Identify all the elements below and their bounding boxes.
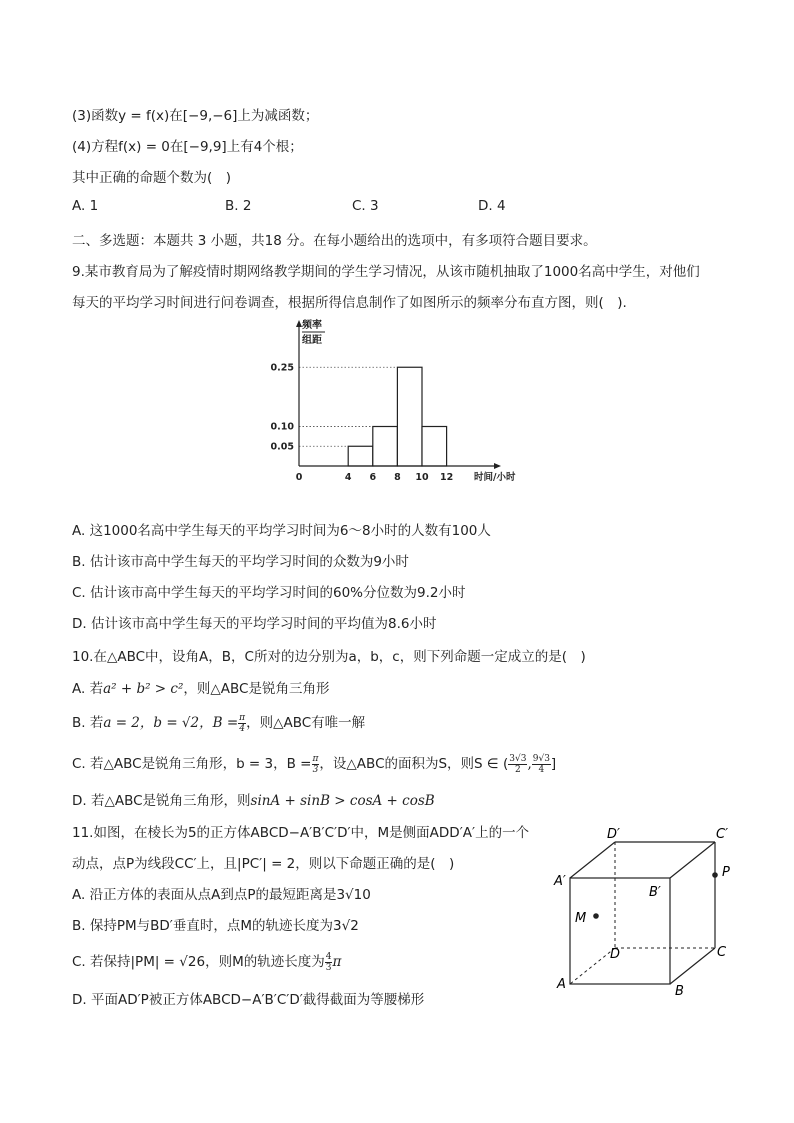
label-a1: A′ xyxy=(554,874,566,889)
y-tick-label-1: 0.10 xyxy=(270,421,294,433)
histogram-bar-2 xyxy=(397,367,422,466)
fraction-denominator: 2 xyxy=(514,764,521,775)
q8-option-d: D. 4 xyxy=(478,198,506,214)
q9-option-c: C. 估计该市高中学生每天的平均学习时间的60%分位数为9.2小时 xyxy=(72,585,466,601)
fraction-numerator: 4 xyxy=(325,951,332,962)
q10-option-c-middle: ，设△ABC的面积为S，则S ∈ ( xyxy=(319,756,509,772)
q10-option-d xyxy=(72,789,435,809)
x-tick-label-0: 0 xyxy=(295,472,303,483)
q10-option-b-angle-fraction xyxy=(238,713,246,734)
q10-option-c-lower-bound xyxy=(508,754,527,775)
q10-option-a-inequality: a² + b² > c² xyxy=(103,681,184,697)
q8-option-a: A. 1 xyxy=(72,198,99,214)
q10-option-b-prefix: B. 若 xyxy=(72,715,104,731)
q10-option-a-prefix: A. 若 xyxy=(72,681,104,697)
q11-option-d: D. 平面AD′P被正方体ABCD−A′B′C′D′截得截面为等腰梯形 xyxy=(72,992,425,1008)
label-b1: B′ xyxy=(649,885,661,900)
fraction-numerator: 3√3 xyxy=(509,753,527,764)
x-axis-arrow xyxy=(494,463,501,469)
section-heading: 二、多选题：本题共 3 小题，共18 分。在每小题给出的选项中，有多项符合题目要求。 xyxy=(72,233,597,249)
q11-option-c-pi: π xyxy=(332,954,342,970)
q10-stem: 10.在△ABC中，设角A，B，C所对的边分别为a，b，c，则下列命题一定成立的是( ) xyxy=(72,649,586,665)
q10-option-d-inequality: sinA + sinB > cosA + cosB xyxy=(250,793,435,809)
cube-edge-a1d1 xyxy=(570,842,615,878)
fraction-denominator: 4 xyxy=(538,764,545,775)
point-m-dot xyxy=(593,913,599,919)
q10-option-a xyxy=(72,677,329,697)
q8-option-b: B. 2 xyxy=(225,198,252,214)
x-tick-label-5: 12 xyxy=(439,472,454,483)
q9-option-d: D. 估计该市高中学生每天的平均学习时间的平均值为8.6小时 xyxy=(72,616,437,632)
label-m: M xyxy=(575,911,587,926)
y-tick-label-0: 0.05 xyxy=(270,441,294,453)
fraction-numerator: π xyxy=(312,753,319,764)
label-c: C xyxy=(717,945,727,960)
x-axis-label: 时间/小时 xyxy=(474,472,516,483)
cube-edge-b1c1 xyxy=(670,842,715,878)
q9-stem-line1: 9.某市教育局为了解疫情时期网络教学期间的学生学习情况，从该市随机抽取了1000名高中学生，对他们 xyxy=(72,264,700,280)
histogram-bar-0 xyxy=(348,446,373,466)
fraction-denominator: 4 xyxy=(239,723,245,734)
cube-figure xyxy=(545,822,745,1007)
x-tick-label-1: 4 xyxy=(344,472,352,483)
fraction-numerator: 9√3 xyxy=(532,753,550,764)
label-d: D xyxy=(610,947,621,962)
fraction-denominator: 3 xyxy=(325,962,332,973)
q10-option-c xyxy=(72,752,556,775)
label-b: B xyxy=(675,984,684,999)
q10-option-c-suffix: ] xyxy=(550,756,557,772)
label-c1: C′ xyxy=(716,827,729,842)
label-a: A xyxy=(557,977,566,992)
q10-option-b xyxy=(72,711,365,734)
q10-option-a-suffix: ，则△ABC是锐角三角形 xyxy=(183,681,330,697)
q10-option-d-prefix: D. 若△ABC是锐角三角形，则 xyxy=(72,793,251,809)
frequency-histogram xyxy=(265,314,535,489)
histogram-bar-3 xyxy=(422,427,447,467)
q10-option-b-conditions: a = 2，b = √2，B = xyxy=(103,715,239,731)
q11-option-c xyxy=(72,950,341,973)
q9-stem-line2: 每天的平均学习时间进行问卷调查，根据所得信息制作了如图所示的频率分布直方图，则( ). xyxy=(72,295,627,311)
q11-stem-line2: 动点，点P为线段CC′上，且|PC′| = 2，则以下命题正确的是( ) xyxy=(72,856,455,872)
x-tick-label-4: 10 xyxy=(415,472,429,483)
q9-option-b: B. 估计该市高中学生每天的平均学习时间的众数为9小时 xyxy=(72,554,409,570)
q10-option-c-upper-bound xyxy=(532,754,551,775)
q8-item4: (4)方程f(x) = 0在[−9,9]上有4个根； xyxy=(72,139,303,155)
label-d1: D′ xyxy=(607,827,620,842)
q11-option-b: B. 保持PM与BD′垂直时，点M的轨迹长度为3√2 xyxy=(72,918,359,934)
y-axis-label-top: 频率 xyxy=(302,320,322,331)
q11-option-a: A. 沿正方体的表面从点A到点P的最短距离是3√10 xyxy=(72,887,371,903)
y-axis-label-bottom: 组距 xyxy=(302,335,322,346)
label-p: P xyxy=(722,865,730,880)
q11-option-c-prefix: C. 若保持|PM| = √26，则M的轨迹长度为 xyxy=(72,954,325,970)
q8-option-c: C. 3 xyxy=(352,198,379,214)
q8-item3: (3)函数y = f(x)在[−9,−6]上为减函数； xyxy=(72,108,319,124)
q8-prompt: 其中正确的命题个数为( ) xyxy=(72,170,232,186)
fraction-denominator: 3 xyxy=(312,764,319,775)
interval-comma: , xyxy=(527,756,532,772)
q9-option-a: A. 这1000名高中学生每天的平均学习时间为6～8小时的人数有100人 xyxy=(72,523,491,539)
cube-edge-bc xyxy=(670,948,715,984)
point-p-dot xyxy=(712,872,718,878)
histogram-bar-1 xyxy=(373,427,398,467)
q10-option-b-suffix: ，则△ABC有唯一解 xyxy=(246,715,366,731)
q11-stem-line1: 11.如图，在棱长为5的正方体ABCD−A′B′C′D′中，M是侧面ADD′A′上的一个 xyxy=(72,825,530,841)
fraction-numerator: π xyxy=(239,712,246,723)
x-tick-label-3: 8 xyxy=(394,472,401,483)
cube-edge-ad xyxy=(570,948,615,984)
q10-option-c-prefix: C. 若△ABC是锐角三角形，b = 3，B = xyxy=(72,756,312,772)
y-tick-label-2: 0.25 xyxy=(270,362,294,374)
x-tick-label-2: 6 xyxy=(369,472,377,483)
